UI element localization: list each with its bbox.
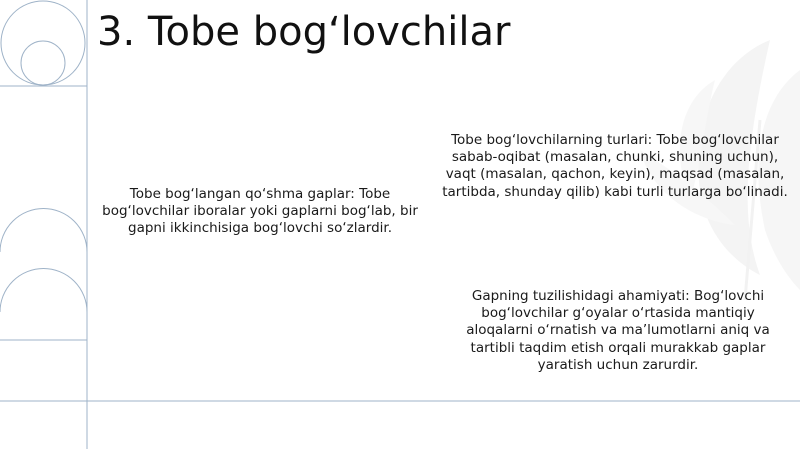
text-block-importance: Gapning tuzilishidagi ahamiyati: Bog‘lovchi bog‘lovchilar g‘oyalar o‘rtasida mantiqiy aloqalarni o‘rnatish va ma’lumotlarni aniq va tartibli taqdim etish orqali murakkab gaplar yaratish uchun zarurdir. [466, 288, 770, 373]
slide-title: 3. Tobe bog‘lovchilar [97, 9, 511, 55]
text-block-definition: Tobe bog‘langan qo‘shma gaplar: Tobe bog‘lovchilar iboralar yoki gaplarni bog‘lab, bir gapni ikkinchisiga bog‘lovchi so‘zlardir. [102, 186, 418, 237]
text-block-types: Tobe bog‘lovchilarning turlari: Tobe bog‘lovchilar sabab-oqibat (masalan, chunki, shuning uchun), vaqt (masalan, qachon, keyin), maqsad (masalan, tartibda, shunday qilib) kabi turli turlarga bo‘linadi. [442, 132, 788, 200]
